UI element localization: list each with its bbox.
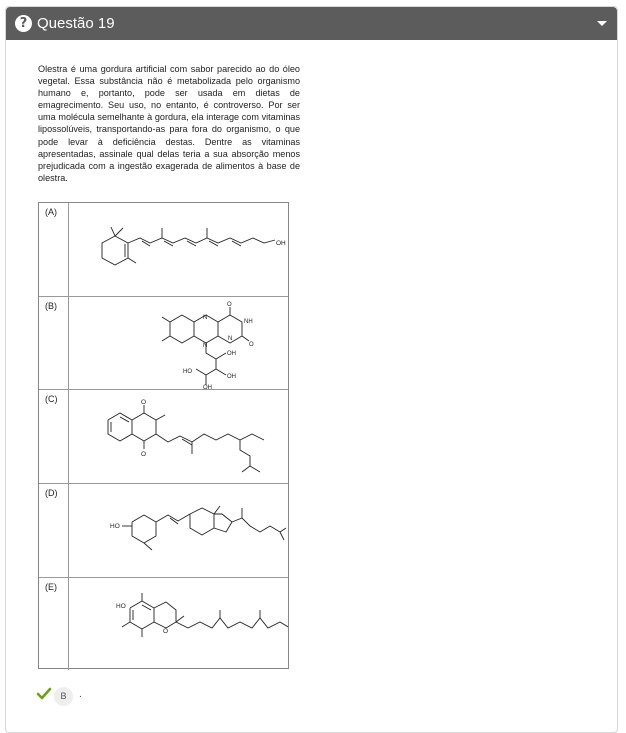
option-row-b bbox=[39, 297, 288, 390]
answer-suffix: . bbox=[79, 689, 82, 700]
structure-b-text: OH bbox=[227, 351, 236, 357]
option-label: (C) bbox=[39, 390, 69, 483]
option-label: (D) bbox=[39, 484, 69, 577]
structure-a-text: OH bbox=[276, 240, 286, 247]
structure-a bbox=[70, 203, 288, 296]
option-row-c bbox=[39, 390, 288, 484]
structure-b-text: N bbox=[228, 336, 233, 342]
structure-b-text: NH bbox=[244, 319, 253, 325]
options-table bbox=[38, 202, 289, 669]
structure-b-text: OH bbox=[227, 374, 236, 380]
structure-e bbox=[70, 578, 288, 669]
structure-c bbox=[70, 390, 288, 483]
option-row-e bbox=[39, 578, 288, 670]
structure-d bbox=[70, 484, 288, 577]
structure-e-text: HO bbox=[116, 603, 126, 610]
option-row-a bbox=[39, 203, 288, 297]
structure-b-text: HO bbox=[183, 369, 192, 375]
question-header[interactable] bbox=[6, 7, 617, 40]
collapse-caret-icon[interactable] bbox=[597, 21, 607, 26]
selected-answer-badge[interactable]: B bbox=[54, 687, 73, 706]
structure-d-text: HO bbox=[110, 523, 120, 530]
structure-b-text: OH bbox=[203, 385, 212, 389]
structure-b-text: N bbox=[203, 343, 208, 349]
option-row-d bbox=[39, 484, 288, 578]
check-icon bbox=[36, 686, 52, 702]
structure-c-text: O bbox=[141, 451, 147, 458]
structure-e-text: O bbox=[163, 628, 169, 635]
question-mark-icon: ? bbox=[15, 15, 32, 32]
option-label: (E) bbox=[39, 578, 69, 670]
structure-b-text: O bbox=[227, 302, 232, 308]
structure-c-text: O bbox=[141, 399, 147, 406]
option-label: (B) bbox=[39, 297, 69, 389]
structure-b bbox=[70, 297, 288, 389]
structure-b-text: O bbox=[249, 342, 254, 348]
question-title: Questão 19 bbox=[37, 15, 115, 32]
question-stem: Olestra é uma gordura artificial com sabor parecido ao do óleo vegetal. Essa substância não é metabolizada pelo organismo humano e, portanto, pode ser usada em dietas de emagrecimento. Seu uso, no entanto, é controverso. Por ser uma molécula semelhante à gordura, ela interage com vitaminas lipossolúveis, transportando-as para fora do organismo, o que pode levar à deficiência destas. Dentre as vitaminas apresentadas, assinale qual delas teria a sua absorção menos prejudicada com a ingestão exagerada de alimentos à base de olestra. bbox=[38, 64, 300, 183]
structure-b-text: N bbox=[203, 315, 208, 321]
option-label: (A) bbox=[39, 203, 69, 296]
